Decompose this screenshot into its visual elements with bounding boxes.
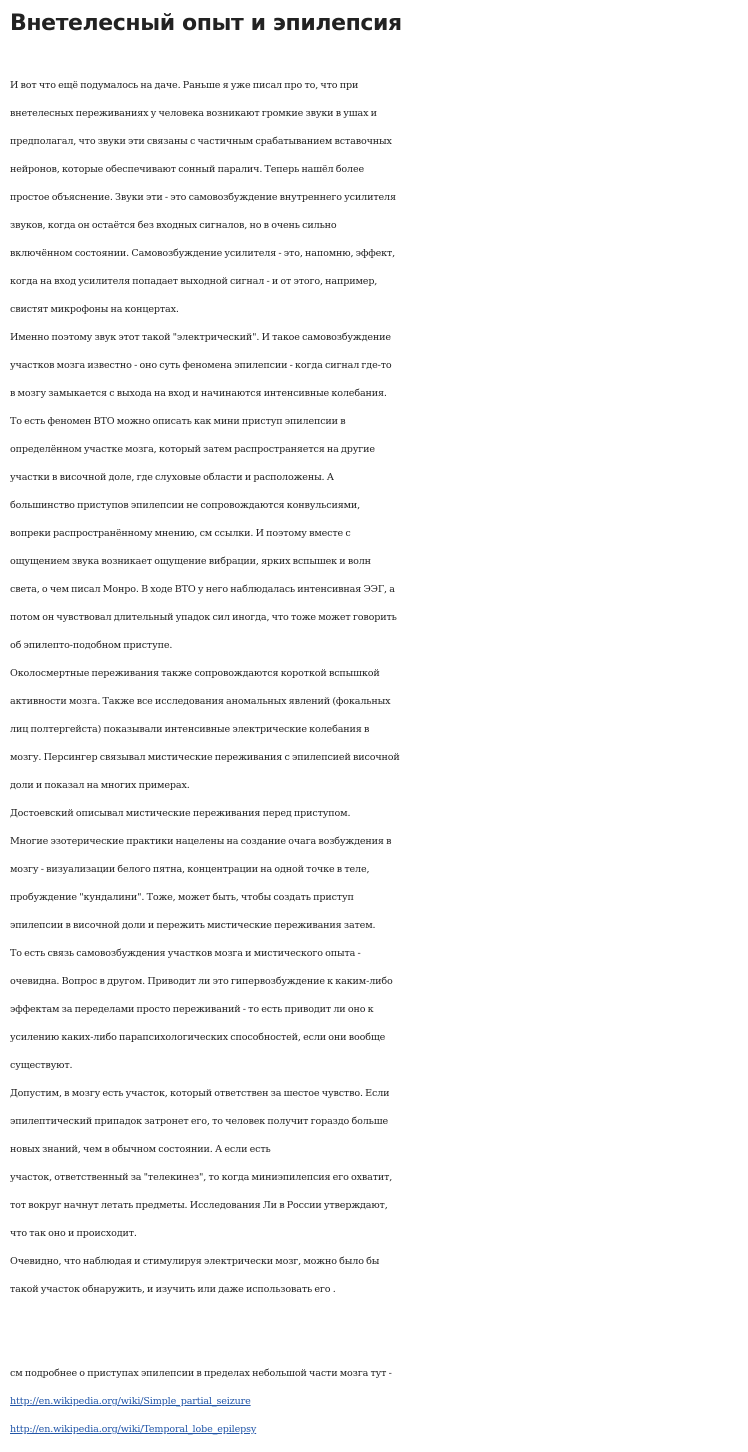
body-line: Околосмертные переживания также сопровождаются короткой вспышкой <box>10 668 380 679</box>
body-line: То есть феномен ВТО можно описать как мини приступ эпилепсии в <box>10 416 346 427</box>
body-line: лиц полтергейста) показывали интенсивные электрические колебания в <box>10 724 370 735</box>
body-line: большинство приступов эпилепсии не сопровождаются конвульсиями, <box>10 500 361 511</box>
body-line: эпилепсии в височной доли и пережить мистические переживания затем. <box>10 920 376 931</box>
body-line: Именно поэтому звук этот такой "электрический". И такое самовозбуждение <box>10 332 391 343</box>
body-line: предполагал, что звуки эти связаны с частичным срабатыванием вставочных <box>10 136 392 147</box>
body-line: что так оно и происходит. <box>10 1228 137 1239</box>
body-line: эффектам за переделами просто переживаний - то есть приводит ли оно к <box>10 1004 374 1015</box>
body-line: потом он чувствовал длительный упадок сил иногда, что тоже может говорить <box>10 612 397 623</box>
body-line: То есть связь самовозбуждения участков мозга и мистического опыта - <box>10 948 361 959</box>
body-line: усилению каких-либо парапсихологических способностей, если они вообще <box>10 1032 386 1043</box>
body-line: такой участок обнаружить, и изучить или даже использовать его . <box>10 1284 336 1295</box>
body-line: звуков, когда он остаётся без входных сигналов, но в очень сильно <box>10 220 337 231</box>
body-line: активности мозга. Также все исследования аномальных явлений (фокальных <box>10 696 391 707</box>
body-line: определённом участке мозга, который затем распространяется на другие <box>10 444 375 455</box>
body-line: Достоевский описывал мистические переживания перед приступом. <box>10 808 351 819</box>
paragraph-spacer <box>10 1304 748 1332</box>
body-line: участок, ответственный за "телекинез", то когда миниэпилепсия его охватит, <box>10 1172 393 1183</box>
body-line: света, о чем писал Монро. В ходе ВТО у него наблюдалась интенсивная ЭЭГ, а <box>10 584 395 595</box>
body-line: внетелесных переживаниях у человека возникают громкие звуки в ушах и <box>10 108 377 119</box>
body-line: Очевидно, что наблюдая и стимулируя электрически мозг, можно было бы <box>10 1256 380 1267</box>
body-line: когда на вход усилителя попадает выходной сигнал - и от этого, например, <box>10 276 378 287</box>
body-line: вопреки распространённому мнению, см ссылки. И поэтому вместе с <box>10 528 351 539</box>
body-line: И вот что ещё подумалось на даче. Раньше я уже писал про то, что при <box>10 80 359 91</box>
body-line: мозгу - визуализации белого пятна, концентрации на одной точке в теле, <box>10 864 370 875</box>
body-line: простое объяснение. Звуки эти - это самовозбуждение внутреннего усилителя <box>10 192 396 203</box>
body-line: нейронов, которые обеспечивают сонный паралич. Теперь нашёл более <box>10 164 365 175</box>
post-title: Внетелесный опыт и эпилепсия <box>10 11 402 36</box>
body-line: в мозгу замыкается с выхода на вход и начинаются интенсивные колебания. <box>10 388 387 399</box>
link-temporal-lobe-epilepsy[interactable]: http://en.wikipedia.org/wiki/Temporal_lobe_epilepsy <box>10 1424 257 1435</box>
body-line: мозгу. Персингер связывал мистические переживания с эпилепсией височной <box>10 752 400 763</box>
body-line: Допустим, в мозгу есть участок, который ответствен за шестое чувство. Если <box>10 1088 390 1099</box>
body-line: очевидна. Вопрос в другом. Приводит ли это гипервозбуждение к каким-либо <box>10 976 393 987</box>
body-line: включённом состоянии. Самовозбуждение усилителя - это, напомню, эффект, <box>10 248 396 259</box>
link-simple-partial-seizure[interactable]: http://en.wikipedia.org/wiki/Simple_partial_seizure <box>10 1396 251 1407</box>
body-line: доли и показал на многих примерах. <box>10 780 190 791</box>
body-line: Многие эзотерические практики нацелены на создание очага возбуждения в <box>10 836 392 847</box>
body-line: новых знаний, чем в обычном состоянии. А если есть <box>10 1144 271 1155</box>
body-line: тот вокруг начнут летать предметы. Исследования Ли в России утверждают, <box>10 1200 388 1211</box>
post-body <box>10 72 748 1444</box>
body-line: свистят микрофоны на концертах. <box>10 304 179 315</box>
body-line: существуют. <box>10 1060 73 1071</box>
paragraph-spacer <box>10 1332 748 1360</box>
body-line: об эпилепто-подобном приступе. <box>10 640 173 651</box>
body-line: пробуждение "кундалини". Тоже, может быть, чтобы создать приступ <box>10 892 354 903</box>
body-line: ощущением звука возникает ощущение вибрации, ярких вспышек и волн <box>10 556 371 567</box>
footnote-text: см подробнее о приступах эпилепсии в пределах небольшой части мозга тут - <box>10 1368 392 1379</box>
body-line: участков мозга известно - оно суть феномена эпилепсии - когда сигнал где-то <box>10 360 392 371</box>
body-line: эпилептический припадок затронет его, то человек получит гораздо больше <box>10 1116 389 1127</box>
body-line: участки в височной доле, где слуховые области и расположены. А <box>10 472 334 483</box>
